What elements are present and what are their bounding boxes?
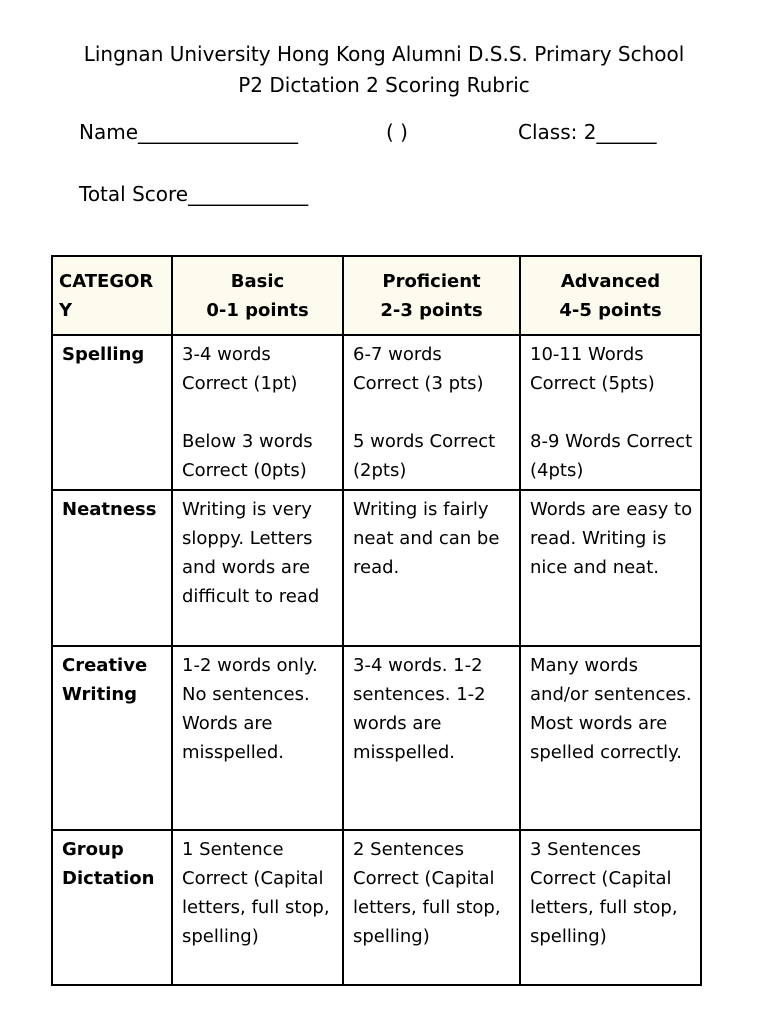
total-score-field: Total Score____________	[79, 182, 309, 206]
category-header-label: CATEGORY	[59, 270, 154, 321]
criteria-text: 3 Sentences Correct (Capital letters, full stop, spelling)	[530, 839, 678, 947]
criteria-text: Below 3 words Correct (0pts)	[182, 431, 313, 481]
basic-header	[172, 256, 343, 335]
criteria-text: 10-11 Words Correct (5pts)	[530, 344, 655, 394]
rubric-row-group-dictation	[52, 830, 701, 985]
rubric-title: P2 Dictation 2 Scoring Rubric	[238, 73, 530, 97]
proficient-header	[343, 256, 520, 335]
class-field: Class: 2______	[518, 120, 657, 144]
criteria-text: 8-9 Words Correct (4pts)	[530, 431, 693, 481]
proficient-cell	[343, 646, 520, 830]
criteria-text: 6-7 words Correct (3 pts)	[353, 344, 484, 394]
basic-cell	[172, 830, 343, 985]
category-label: Neatness	[62, 499, 157, 520]
criteria-text: Writing is very sloppy. Letters and words are difficult to read	[182, 499, 320, 607]
basic-header-label: Basic	[230, 270, 285, 292]
rubric-row-neatness	[52, 490, 701, 646]
proficient-header-label: Proficient	[382, 270, 481, 292]
category-cell	[52, 490, 172, 646]
rubric-row-spelling	[52, 335, 701, 490]
criteria-text: Words are easy to read. Writing is nice and neat.	[530, 499, 693, 578]
criteria-text: 1-2 words only. No sentences. Words are misspelled.	[182, 655, 318, 763]
advanced-cell	[520, 646, 701, 830]
rubric-header-row	[52, 256, 701, 335]
proficient-cell	[343, 335, 520, 490]
criteria-text: 3-4 words. 1-2 sentences. 1-2 words are misspelled.	[353, 655, 486, 763]
category-label: Creative	[62, 655, 148, 676]
advanced-header	[520, 256, 701, 335]
criteria-text: Many words and/or sentences. Most words are spelled correctly.	[530, 655, 692, 763]
category-label: Dictation	[62, 868, 155, 889]
proficient-cell	[343, 830, 520, 985]
criteria-text: 5 words Correct (2pts)	[353, 431, 496, 481]
advanced-header-points: 4-5 points	[559, 299, 662, 321]
advanced-header-label: Advanced	[560, 270, 661, 292]
advanced-cell	[520, 490, 701, 646]
advanced-cell	[520, 830, 701, 985]
category-label: Group	[62, 839, 124, 860]
scoring-rubric-table	[51, 255, 702, 986]
criteria-text: 1 Sentence Correct (Capital letters, full stop, spelling)	[182, 839, 330, 947]
category-cell	[52, 830, 172, 985]
category-label: Writing	[62, 684, 138, 705]
criteria-text: Writing is fairly neat and can be read.	[353, 499, 500, 578]
category-cell	[52, 335, 172, 490]
category-label: Spelling	[62, 344, 145, 365]
name-field: Name________________	[79, 120, 299, 144]
criteria-text: 3-4 words Correct (1pt)	[182, 344, 298, 394]
basic-cell	[172, 646, 343, 830]
basic-cell	[172, 335, 343, 490]
criteria-text: 2 Sentences Correct (Capital letters, full stop, spelling)	[353, 839, 501, 947]
proficient-cell	[343, 490, 520, 646]
school-title: Lingnan University Hong Kong Alumni D.S.S. Primary School	[83, 42, 685, 66]
proficient-header-points: 2-3 points	[380, 299, 483, 321]
rubric-row-creative-writing	[52, 646, 701, 830]
advanced-cell	[520, 335, 701, 490]
basic-header-points: 0-1 points	[206, 299, 309, 321]
class-number-field: ( )	[386, 120, 408, 144]
category-cell	[52, 646, 172, 830]
category-header	[52, 256, 172, 335]
basic-cell	[172, 490, 343, 646]
